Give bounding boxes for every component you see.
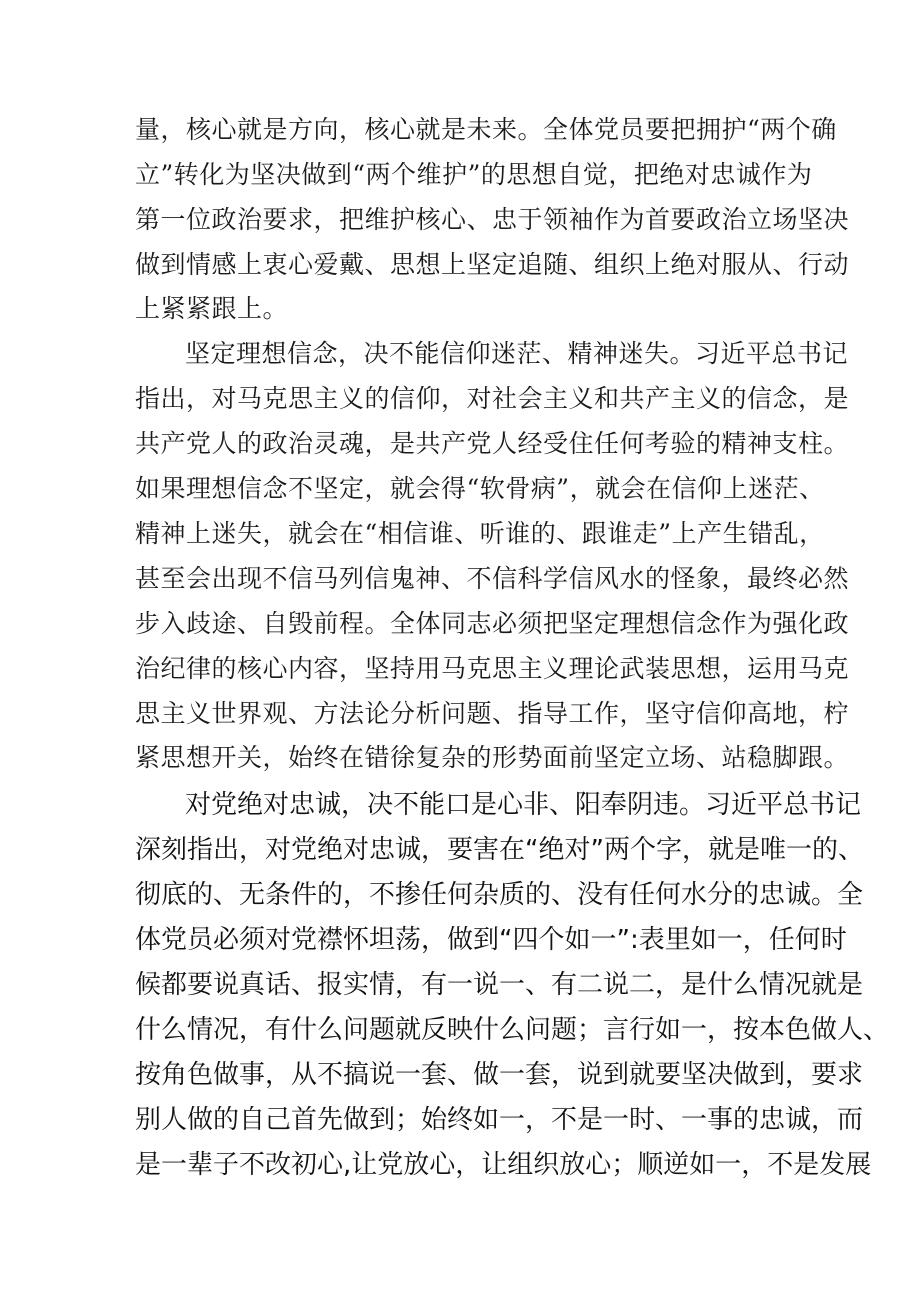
paragraph-1-line-3: 第一位政治要求，把维护核心、忠于领袖作为首要政治立场坚决 xyxy=(135,205,850,234)
paragraph-2-line-3: 共产党人的政治灵魂，是共产党人经受住任何考验的精神支柱。 xyxy=(135,429,850,458)
paragraph-3-line-2: 深刻指出，对党绝对忠诚，要害在“绝对”两个字，就是唯一的、 xyxy=(135,835,864,865)
paragraph-3-line-1: 对党绝对忠诚，决不能口是心非、阳奉阴违。习近平总书记 xyxy=(185,790,862,820)
paragraph-2-line-9: 思主义世界观、方法论分析问题、指导工作，坚守信仰高地，柠 xyxy=(135,699,850,728)
paragraph-3-line-6: 什么情况，有什么问题就反映什么问题；言行如一，按本色做人、 xyxy=(135,1015,890,1045)
paragraph-2-line-8: 治纪律的核心内容，坚持用马克思主义理论武装思想，运用马克 xyxy=(135,654,850,683)
paragraph-2-line-5: 精神上迷失，就会在“相信谁、听谁的、跟谁走”上产生错乱， xyxy=(135,519,825,548)
paragraph-3-line-8: 别人做的自己首先做到；始终如一，不是一时、一事的忠诚，而 xyxy=(135,1105,864,1135)
paragraph-1-line-2: 立”转化为坚决做到“两个维护”的思想自觉，把绝对忠诚作为 xyxy=(135,160,813,189)
paragraph-2-line-4: 如果理想信念不坚定，就会得“软骨病”，就会在信仰上迷茫、 xyxy=(135,474,825,503)
paragraph-1-line-4: 做到情感上衷心爱戴、思想上坚定追随、组织上绝对服从、行动 xyxy=(135,250,850,279)
paragraph-2-line-6: 甚至会出现不信马列信鬼神、不信科学信风水的怪象，最终必然 xyxy=(135,564,850,593)
paragraph-2-line-7: 步入歧途、自毁前程。全体同志必须把坚定理想信念作为强化政 xyxy=(135,609,850,638)
paragraph-3-line-4: 体党员必须对党襟怀坦荡，做到“四个如一”:表里如一，任何时 xyxy=(135,925,847,955)
paragraph-3-line-3: 彻底的、无条件的，不掺任何杂质的、没有任何水分的忠诚。全 xyxy=(135,880,864,910)
paragraph-3-line-9: 是一辈子不改初心,让党放心，让组织放心；顺逆如一，不是发展 xyxy=(135,1150,872,1180)
paragraph-1-line-1: 量，核心就是方向，核心就是未来。全体党员要把拥护“两个确 xyxy=(135,115,837,144)
paragraph-2-line-1: 坚定理想信念，决不能信仰迷茫、精神迷失。习近平总书记 xyxy=(185,339,849,368)
paragraph-3-line-5: 候都要说真话、报实情，有一说一、有二说二，是什么情况就是 xyxy=(135,970,864,1000)
paragraph-2-line-2: 指出，对马克思主义的信仰，对社会主义和共产主义的信念，是 xyxy=(135,384,850,413)
paragraph-1-line-5: 上紧紧跟上。 xyxy=(135,294,289,323)
paragraph-2-line-10: 紧思想开关，始终在错徐复杂的形势面前坚定立场、站稳脚跟。 xyxy=(135,743,850,772)
paragraph-3-line-7: 按角色做事，从不搞说一套、做一套，说到就要坚决做到，要求 xyxy=(135,1060,864,1090)
